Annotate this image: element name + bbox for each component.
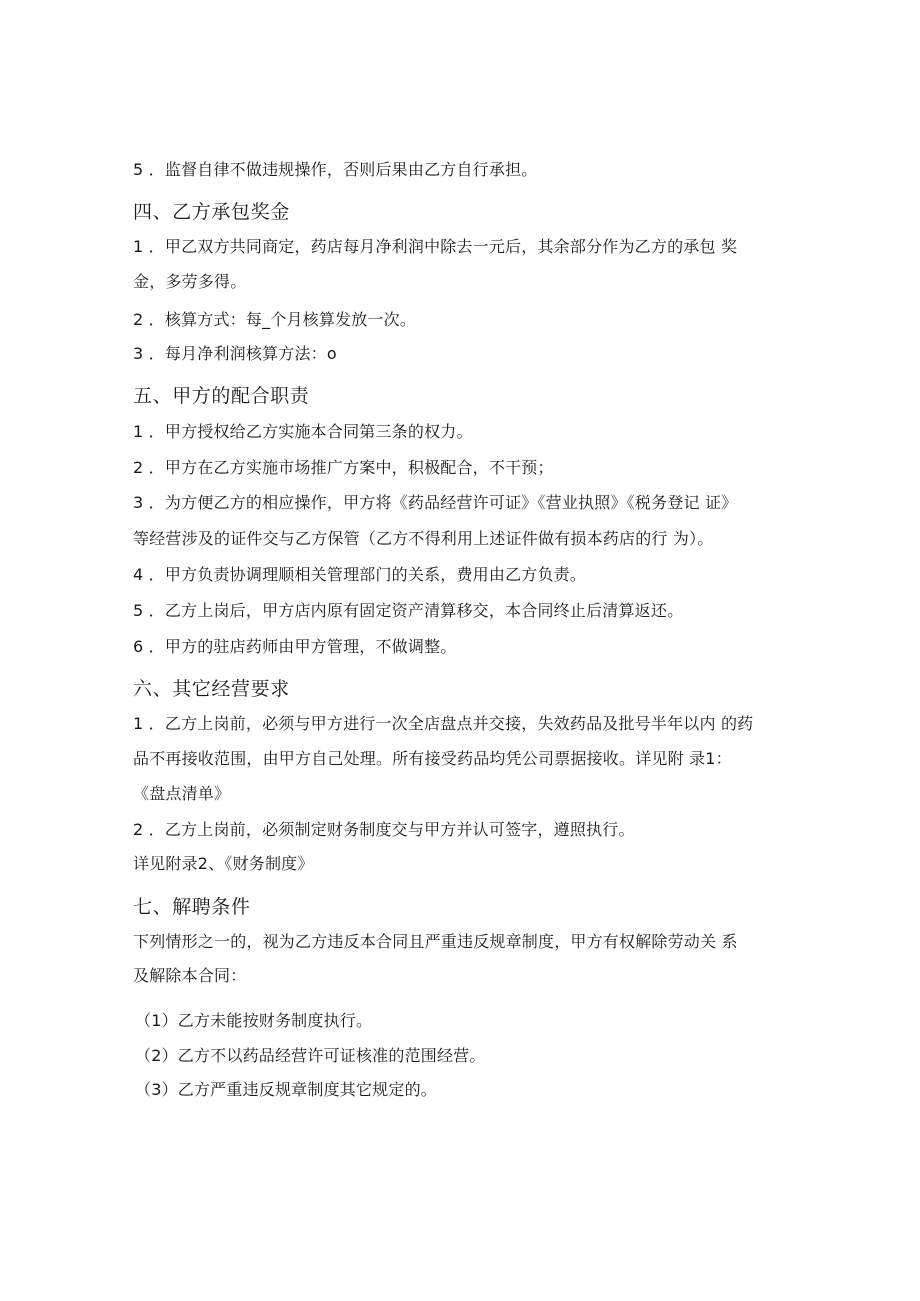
section-5-heading: 五、甲方的配合职责 [133,385,310,407]
clause-5-5: 5 ．乙方上岗后，甲方店内原有固定资产清算移交，本合同终止后清算返还。 [133,601,684,620]
clause-6-1-line-3: 《盘点清单》 [133,784,231,803]
clause-5-4: 4 ．甲方负责协调理顺相关管理部门的关系，费用由乙方负责。 [133,565,587,584]
section-7-intro-line-1: 下列情形之一的，视为乙方违反本合同且严重违反规章制度，甲方有权解除劳动关 系 [133,932,738,951]
section-7-heading: 七、解聘条件 [133,896,251,918]
section-6-heading: 六、其它经营要求 [133,678,290,700]
clause-5-3-line-1: 3 ．为方便乙方的相应操作，甲方将《药品经营许可证》《营业执照》《税务登记 证》 [133,493,738,512]
condition-2: （2）乙方不以药品经营许可证核准的范围经营。 [135,1046,486,1065]
clause-2-5: 5 ．监督自律不做违规操作，否则后果由乙方自行承担。 [133,160,538,179]
clause-6-1-line-2: 品不再接收范围，由甲方自己处理。所有接受药品均凭公司票据接收。详见附 录1： [133,749,732,768]
clause-5-6: 6 ．甲方的驻店药师由甲方管理，不做调整。 [133,637,457,656]
condition-3: （3）乙方严重违反规章制度其它规定的。 [135,1080,437,1099]
condition-1: （1）乙方未能按财务制度执行。 [135,1011,373,1030]
section-4-heading: 四、乙方承包奖金 [133,201,290,223]
clause-5-3-line-2: 等经营涉及的证件交与乙方保管（乙方不得利用上述证件做有损本药店的行 为）。 [133,529,714,548]
clause-6-1-line-1: 1 ．乙方上岗前，必须与甲方进行一次全店盘点并交接，失效药品及批号半年以内 的药 [133,714,754,733]
clause-5-2: 2 ．甲方在乙方实施市场推广方案中，积极配合，不干预； [133,458,554,477]
section-7-intro-line-2: 及解除本合同： [133,966,247,985]
clause-4-2: 2 ．核算方式：每_个月核算发放一次。 [133,310,417,329]
clause-4-1-line-1: 1 ．甲乙双方共同商定，药店每月净利润中除去一元后，其余部分作为乙方的承包 奖 [133,237,738,256]
clause-6-2-line-2: 详见附录2、《财务制度》 [133,854,314,873]
clause-4-1-line-2: 金，多劳多得。 [133,272,247,291]
clause-5-1: 1 ．甲方授权给乙方实施本合同第三条的权力。 [133,422,473,441]
clause-6-2-line-1: 2 ．乙方上岗前，必须制定财务制度交与甲方并认可签字，遵照执行。 [133,820,635,839]
clause-4-3: 3 ．每月净利润核算方法：o [133,344,337,363]
